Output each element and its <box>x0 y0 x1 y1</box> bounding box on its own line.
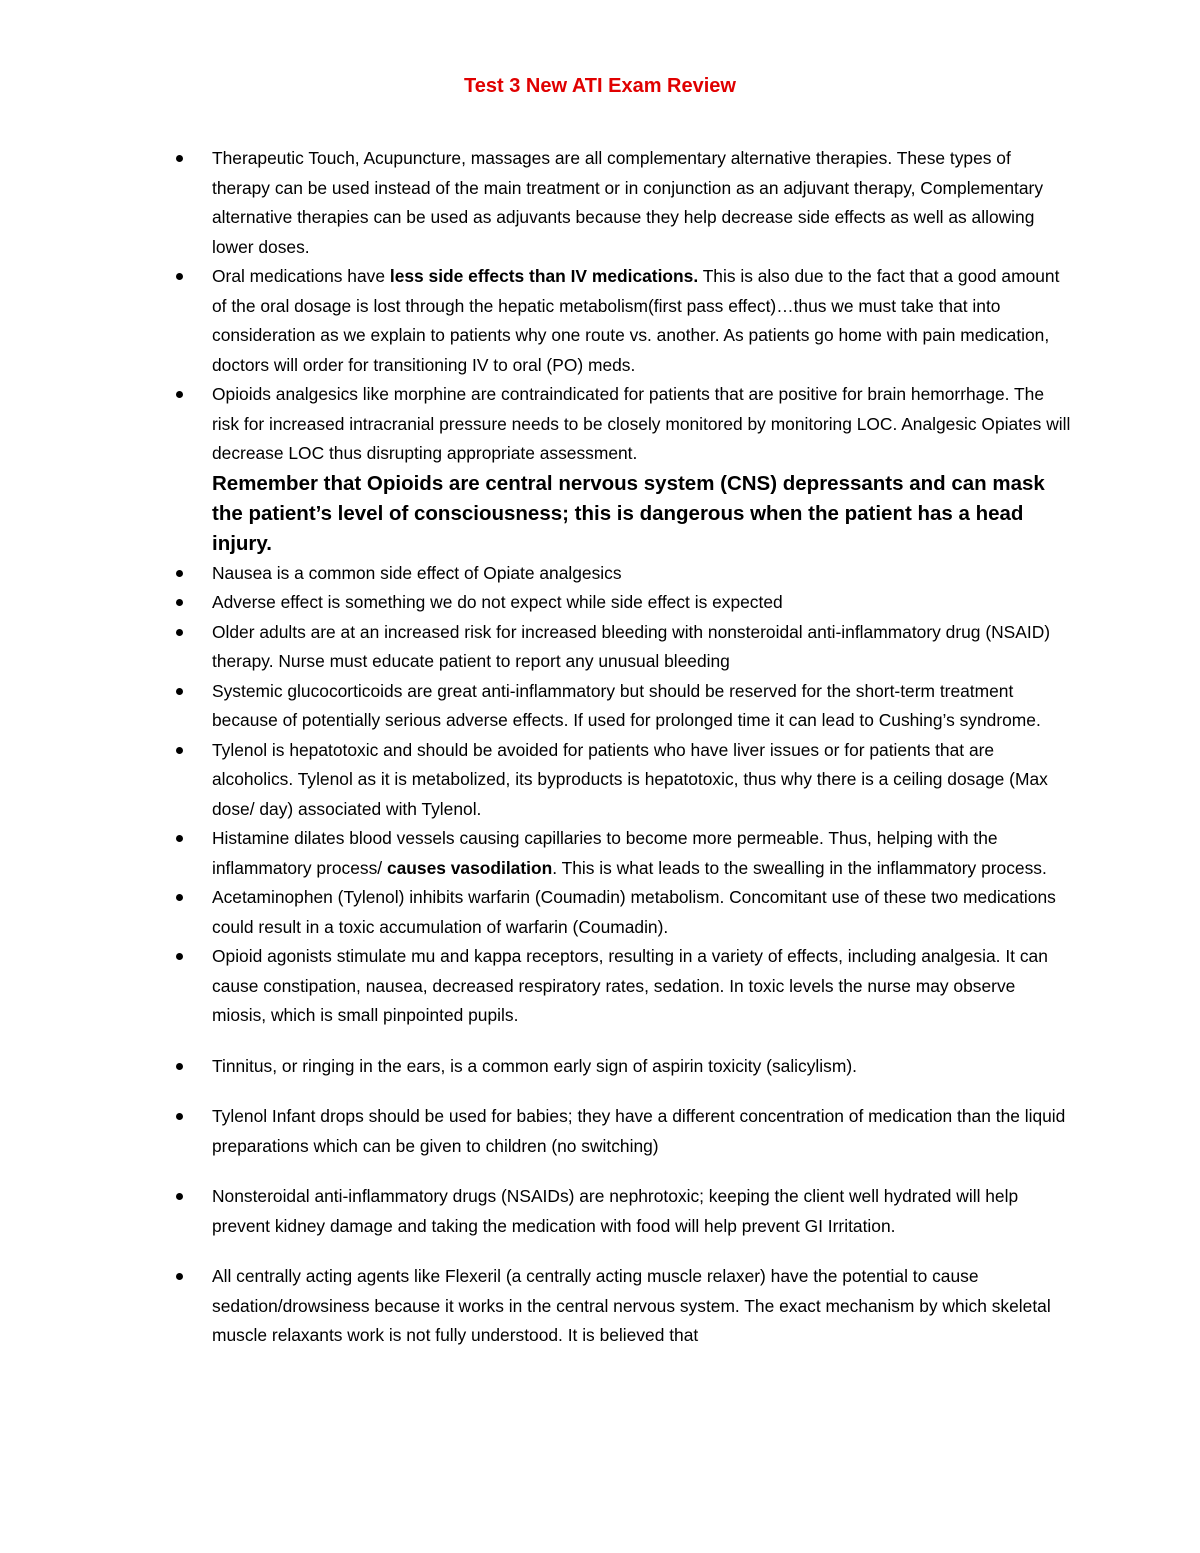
list-item <box>212 559 1072 589</box>
list-item <box>212 942 1072 1031</box>
list-item <box>212 1052 1072 1082</box>
list-item <box>212 618 1072 677</box>
bullet-icon <box>176 391 183 398</box>
list-item-bold-text: causes vasodilation <box>386 857 553 878</box>
list-item-text: Opioids analgesics like morphine are contraindicated for patients that are positive for brain hemorrhage. The risk for increased intracranial pressure needs to be closely monitored by monitoring LOC. Analgesic Opiates will decrease LOC thus disrupting appropriate assessment. <box>212 384 1071 463</box>
list-item <box>212 588 1072 618</box>
list-item-text: Tinnitus, or ringing in the ears, is a common early sign of aspirin toxicity (salicylism). <box>212 1055 857 1076</box>
list-item-text <box>212 828 1047 878</box>
list-item-text: Tylenol is hepatotoxic and should be avoided for patients who have liver issues or for patients that are alcoholics. Tylenol as it is metabolized, its byproducts is hepatotoxic, thus why there is a ceiling dosage (Max dose/ day) associated with Tylenol. <box>212 739 1048 819</box>
bullet-icon <box>176 155 183 162</box>
document-title: Test 3 New ATI Exam Review <box>464 75 736 97</box>
list-item-text-lead: Histamine dilates blood vessels causing capillaries to become more permeable. Thus, helping with the inflammatory process/ <box>212 828 998 878</box>
list-item-text <box>212 266 1059 375</box>
bullet-icon <box>176 1273 183 1280</box>
bullet-icon <box>176 747 183 754</box>
list-item-text: Nausea is a common side effect of Opiate analgesics <box>212 562 622 583</box>
list-item-text: Older adults are at an increased risk for increased bleeding with nonsteroidal anti-inflammatory drug (NSAID) therapy. Nurse must educate patient to report any unusual bleeding <box>212 621 1051 671</box>
bullet-icon <box>176 894 183 901</box>
bullet-icon <box>176 1113 183 1120</box>
list-item-text: Nonsteroidal anti-inflammatory drugs (NSAIDs) are nephrotoxic; keeping the client well hydrated will help prevent kidney damage and taking the medication with food will help prevent GI Irritation. <box>212 1186 1019 1236</box>
bullet-icon <box>176 1193 183 1200</box>
bullet-icon <box>176 273 183 280</box>
list-item <box>212 144 1072 262</box>
bullet-icon <box>176 1063 183 1070</box>
list-item <box>212 736 1072 825</box>
list-item-emphasis: Remember that Opioids are central nervous system (CNS) depressants and can mask the patient’s level of consciousness; this is dangerous when the patient has a head injury. <box>212 471 1045 555</box>
bullet-icon <box>176 953 183 960</box>
list-item-text: All centrally acting agents like Flexeril (a centrally acting muscle relaxer) have the potential to cause sedation/drowsiness because it works in the central nervous system. The exact mechanism by which skeletal muscle relaxants work is not fully understood. It is believed that <box>212 1266 1051 1345</box>
list-item-text-tail: This is also due to the fact that a good amount of the oral dosage is lost through the hepatic metabolism(first pass effect)…thus we must take that into consideration as we explain to patients why one route vs. another. As patients go home with pain medication, doctors will order for transitioning IV to oral (PO) meds. <box>212 266 1060 375</box>
list-item-text-tail: . This is what leads to the swealling in the inflammatory process. <box>552 857 1047 878</box>
list-item-text: Opioid agonists stimulate mu and kappa receptors, resulting in a variety of effects, including analgesia. It can cause constipation, nausea, decreased respiratory rates, sedation. In toxic levels the nurse may observe miosis, which is small pinpointed pupils. <box>212 946 1048 1025</box>
bullet-list <box>212 144 1072 1351</box>
list-item <box>212 380 1072 559</box>
list-item <box>212 883 1072 942</box>
list-item-text: Tylenol Infant drops should be used for babies; they have a different concentration of medication than the liquid preparations which can be given to children (no switching) <box>212 1106 1066 1156</box>
list-item <box>212 262 1072 380</box>
bullet-icon <box>176 599 183 606</box>
list-item-text-lead: Oral medications have <box>212 266 390 286</box>
list-item-bold-text: less side effects than IV medications. <box>389 266 699 286</box>
list-item <box>212 677 1072 736</box>
bullet-icon <box>176 835 183 842</box>
list-item <box>212 824 1072 883</box>
bullet-icon <box>176 629 183 636</box>
list-item-text: Therapeutic Touch, Acupuncture, massages are all complementary alternative therapies. These types of therapy can be used instead of the main treatment or in conjunction as an adjuvant therapy, Complementary alternative therapies can be used as adjuvants because they help decrease side effects as well as allowing lower doses. <box>212 148 1044 257</box>
list-item-text: Acetaminophen (Tylenol) inhibits warfarin (Coumadin) metabolism. Concomitant use of these two medications could result in a toxic accumulation of warfarin (Coumadin). <box>212 887 1056 937</box>
bullet-icon <box>176 688 183 695</box>
list-item-text: Adverse effect is something we do not expect while side effect is expected <box>212 592 783 612</box>
list-item <box>212 1262 1072 1351</box>
bullet-icon <box>176 570 183 577</box>
list-item-text: Systemic glucocorticoids are great anti-inflammatory but should be reserved for the short-term treatment because of potentially serious adverse effects. If used for prolonged time it can lead to Cushing’s syndrome. <box>212 680 1041 730</box>
list-item <box>212 1102 1072 1161</box>
list-item <box>212 1182 1072 1241</box>
